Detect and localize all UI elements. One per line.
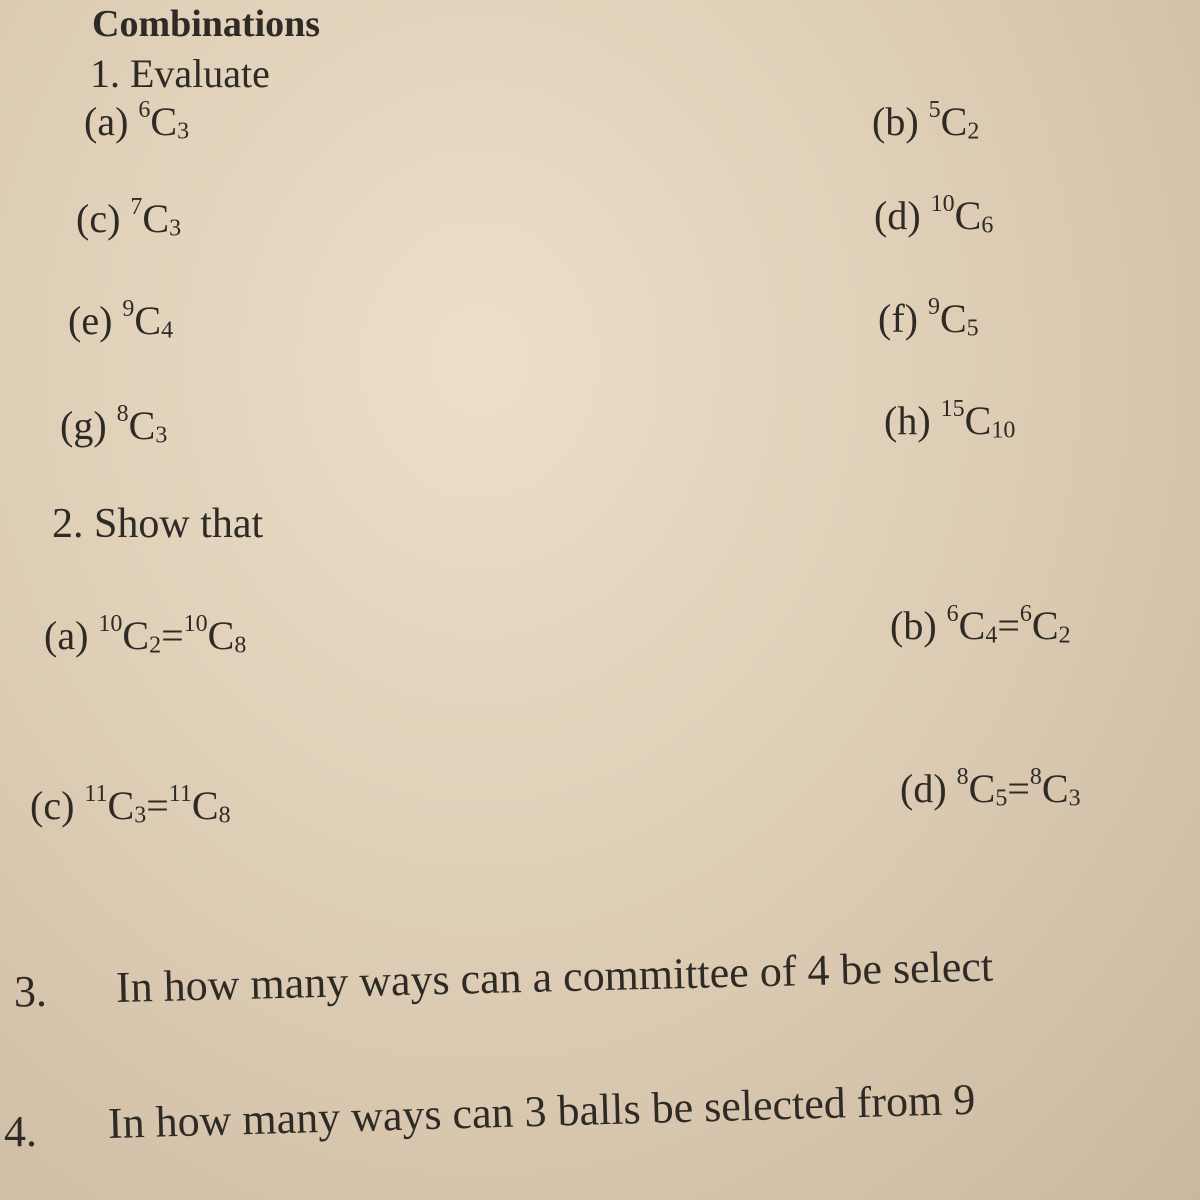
- q2-item-c: (c) $^{11}C_3=^{11}C_8$: [30, 781, 231, 829]
- question-4-text: In how many ways can 3 balls be selected from 9: [107, 1074, 976, 1148]
- q1-item-b: (b) $^5C_2$: [872, 97, 980, 145]
- question-3-text: In how many ways can a committee of 4 be select: [115, 941, 994, 1012]
- q1-item-a: (a) $^6C_3$: [84, 97, 190, 145]
- q1-item-e: (e) $^9C_4$: [68, 296, 174, 344]
- q2-item-b: (b) $^6C_4=^6C_2$: [890, 601, 1071, 649]
- q2-item-a: (a) $^{10}C_2=^{10}C_8$: [44, 611, 247, 659]
- q1-item-f: (f) $^9C_5$: [878, 294, 979, 342]
- q1-item-g: (g) $^8C_3$: [60, 401, 168, 449]
- question-3-number: 3.: [14, 967, 47, 1016]
- question-4-number: 4.: [4, 1107, 37, 1156]
- question-1-heading: 1. Evaluate: [90, 51, 270, 96]
- q2-item-d: (d) $^8C_5=^8C_3$: [900, 764, 1081, 812]
- q1-item-c: (c) $^7C_3$: [76, 194, 182, 242]
- q1-item-h: (h) $^{15}C_{10}$: [884, 396, 1016, 444]
- question-2-heading: 2. Show that: [52, 501, 264, 547]
- q1-item-d: (d) $^{10}C_6$: [874, 191, 994, 239]
- page-title: Combinations: [92, 3, 321, 45]
